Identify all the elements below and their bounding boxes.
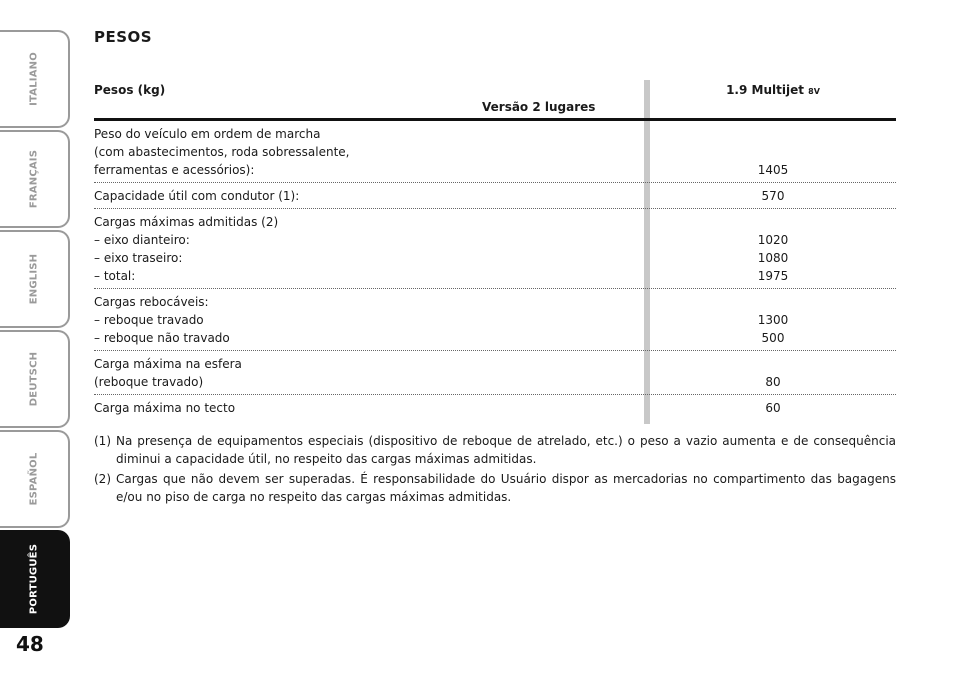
row-label-line: Peso do veículo em ordem de marcha bbox=[94, 127, 321, 141]
row-value bbox=[650, 161, 896, 179]
table-row bbox=[94, 395, 896, 420]
tab-label: ESPAÑOL bbox=[28, 452, 40, 506]
row-value bbox=[650, 231, 896, 285]
footnote-number: (2) bbox=[94, 472, 111, 486]
tab-label: PORTUGUÊS bbox=[28, 543, 40, 615]
tab-português[interactable] bbox=[0, 530, 70, 628]
table-body bbox=[94, 121, 896, 420]
tab-english[interactable] bbox=[0, 230, 70, 328]
row-label-line: – total: bbox=[94, 269, 136, 283]
footnote-text: Na presença de equipamentos especiais (dispositivo de reboque de atrelado, etc.) o peso a vazio aumenta e de consequência diminui a capacidade útil, no respeito das cargas máximas admitidas. bbox=[116, 434, 896, 466]
page-title: PESOS bbox=[94, 28, 153, 46]
row-label-line: Carga máxima no tecto bbox=[94, 401, 236, 415]
tab-label: DEUTSCH bbox=[28, 351, 40, 407]
row-label bbox=[94, 183, 634, 208]
row-value-line: 1020 bbox=[757, 233, 789, 247]
tab-label: FRANÇAIS bbox=[28, 149, 40, 209]
table-row bbox=[94, 289, 896, 351]
footnote bbox=[94, 432, 896, 468]
tab-label: ENGLISH bbox=[28, 253, 40, 305]
row-label-line: – eixo dianteiro: bbox=[94, 233, 190, 247]
footnote-text: Cargas que não devem ser superadas. É responsabilidade do Usuário dispor as mercadorias no compartimento das bagagens e/ou no piso de carga no respeito das cargas máximas admitidas. bbox=[116, 472, 896, 504]
row-label-line: ferramentas e acessórios): bbox=[94, 163, 255, 177]
weights-table bbox=[94, 80, 896, 420]
footnotes bbox=[94, 432, 896, 508]
engine-name: 1.9 Multijet bbox=[726, 83, 804, 97]
row-label-line: Capacidade útil com condutor (1): bbox=[94, 189, 300, 203]
tab-español[interactable] bbox=[0, 430, 70, 528]
row-label-line: Cargas rebocáveis: bbox=[94, 295, 209, 309]
table-header bbox=[94, 80, 896, 121]
table-row bbox=[94, 209, 896, 289]
header-version: Versão 2 lugares bbox=[482, 100, 596, 114]
row-label bbox=[94, 395, 634, 420]
row-value-line: 1405 bbox=[757, 163, 789, 177]
tab-label: ITALIANO bbox=[28, 52, 40, 106]
row-value-line: 570 bbox=[761, 189, 785, 203]
row-value-line: 1300 bbox=[757, 313, 789, 327]
row-label bbox=[94, 121, 634, 182]
engine-suffix: 8V bbox=[808, 87, 820, 96]
row-value bbox=[650, 187, 896, 205]
table-row bbox=[94, 351, 896, 395]
row-label bbox=[94, 351, 634, 394]
tab-français[interactable] bbox=[0, 130, 70, 228]
header-label: Pesos (kg) bbox=[94, 83, 166, 97]
row-label-line: – eixo traseiro: bbox=[94, 251, 183, 265]
table-row bbox=[94, 183, 896, 209]
footnote-number: (1) bbox=[94, 434, 111, 448]
row-label bbox=[94, 209, 634, 288]
footnote bbox=[94, 470, 896, 506]
row-label-line: (com abastecimentos, roda sobressalente, bbox=[94, 145, 350, 159]
row-value-line: 60 bbox=[765, 401, 781, 415]
tab-deutsch[interactable] bbox=[0, 330, 70, 428]
row-label-line: (reboque travado) bbox=[94, 375, 204, 389]
row-label bbox=[94, 289, 634, 350]
table-row bbox=[94, 121, 896, 183]
row-value-line: 80 bbox=[765, 375, 781, 389]
row-label-line: Carga máxima na esfera bbox=[94, 357, 242, 371]
row-value-line: 1080 bbox=[757, 251, 789, 265]
row-value bbox=[650, 311, 896, 347]
row-label-line: – reboque travado bbox=[94, 313, 204, 327]
row-value-line: 1975 bbox=[757, 269, 789, 283]
page-number: 48 bbox=[16, 632, 44, 656]
row-value bbox=[650, 373, 896, 391]
row-label-line: – reboque não travado bbox=[94, 331, 230, 345]
header-engine bbox=[650, 83, 896, 97]
row-value-line: 500 bbox=[761, 331, 785, 345]
tab-italiano[interactable] bbox=[0, 30, 70, 128]
row-label-line: Cargas máximas admitidas (2) bbox=[94, 215, 279, 229]
row-value bbox=[650, 399, 896, 417]
